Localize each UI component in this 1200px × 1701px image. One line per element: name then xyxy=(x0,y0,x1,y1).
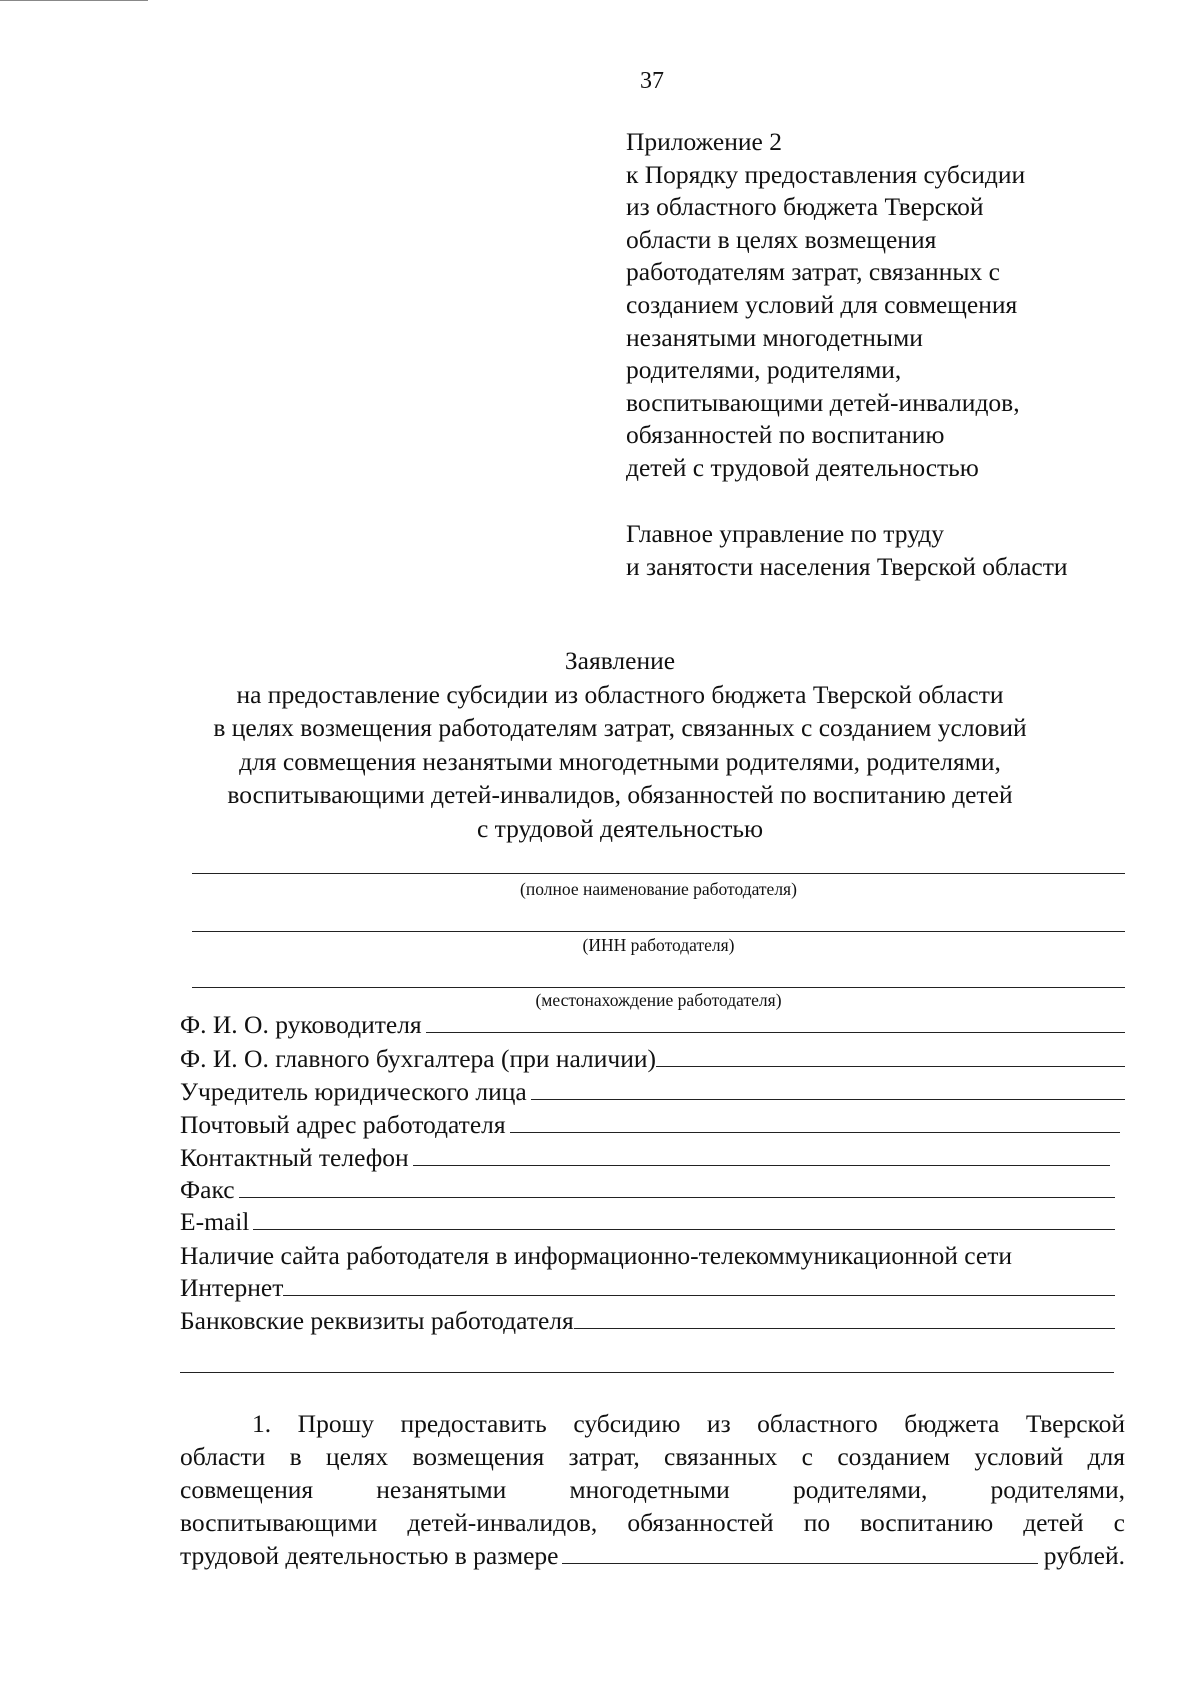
website-row xyxy=(180,1273,1115,1303)
paragraph-1 xyxy=(180,1407,1125,1572)
title-heading: Заявление xyxy=(564,646,676,675)
phone-row xyxy=(180,1143,1110,1173)
fax-field[interactable] xyxy=(239,1177,1115,1198)
bank-label: Банковские реквизиты работодателя xyxy=(180,1306,574,1335)
appendix-line: детей с трудовой деятельностью xyxy=(626,452,979,482)
appendix-line: Приложение 2 xyxy=(626,127,782,156)
website-label: Наличие сайта работодателя в информационно-телекоммуникационной сети xyxy=(180,1241,1012,1270)
postal-field[interactable] xyxy=(510,1112,1120,1133)
phone-field[interactable] xyxy=(413,1145,1110,1166)
bank-field[interactable] xyxy=(574,1308,1115,1329)
appendix-line: воспитывающими детей-инвалидов, xyxy=(626,387,1020,417)
appendix-line: незанятыми многодетными xyxy=(626,322,923,352)
postal-row xyxy=(180,1110,1120,1140)
addressee-line: и занятости населения Тверской области xyxy=(626,552,1068,581)
appendix-line: обязанностей по воспитанию xyxy=(626,420,945,450)
paragraph-line: воспитывающими детей-инвалидов, обязанностей по воспитанию детей с xyxy=(180,1508,1125,1537)
paragraph-line: трудовой деятельностью в размере xyxy=(180,1541,559,1570)
paragraph-line: 1. Прошу предоставить субсидию из областного бюджета Тверской xyxy=(252,1409,1125,1438)
appendix-header xyxy=(626,126,1025,485)
email-field[interactable] xyxy=(253,1209,1115,1230)
application-title xyxy=(150,644,1090,845)
appendix-line: работодателям затрат, связанных с xyxy=(626,257,1000,287)
email-label: E-mail xyxy=(180,1207,250,1236)
fax-row xyxy=(180,1175,1115,1205)
currency-label: рублей. xyxy=(1043,1541,1125,1570)
appendix-line: созданием условий для совмещения xyxy=(626,289,1018,319)
addressee-line: Главное управление по труду xyxy=(626,519,945,548)
inn-field[interactable] xyxy=(192,931,1125,932)
email-row xyxy=(180,1207,1115,1237)
bank-row xyxy=(180,1306,1115,1336)
page-number: 37 xyxy=(640,68,664,94)
title-line: на предоставление субсидии из областного бюджета Тверской области xyxy=(236,679,1004,709)
accountant-label: Ф. И. О. главного бухгалтера (при наличии) xyxy=(180,1044,657,1073)
phone-label: Контактный телефон xyxy=(180,1143,409,1172)
appendix-line: к Порядку предоставления субсидии xyxy=(626,159,1026,189)
title-line: для совмещения незанятыми многодетными родителями, родителями, xyxy=(239,746,1001,776)
appendix-line: из областного бюджета Тверской xyxy=(626,192,984,222)
director-label: Ф. И. О. руководителя xyxy=(180,1010,422,1039)
accountant-row xyxy=(180,1044,1125,1074)
bank-field-continuation[interactable] xyxy=(180,1372,1114,1373)
appendix-line: родителями, родителями, xyxy=(626,355,902,385)
website-field[interactable] xyxy=(283,1275,1115,1296)
full-name-caption: (полное наименование работодателя) xyxy=(520,879,797,899)
amount-field[interactable] xyxy=(562,1543,1037,1564)
appendix-line: области в целях возмещения xyxy=(626,224,937,254)
founder-row xyxy=(180,1077,1125,1107)
location-field[interactable] xyxy=(192,987,1125,988)
paragraph-last-line xyxy=(180,1539,1125,1572)
website-label-end: Интернет xyxy=(180,1273,284,1302)
scan-edge-line xyxy=(0,0,148,1)
paragraph-line: области в целях возмещения затрат, связанных с созданием условий для xyxy=(180,1442,1125,1471)
director-row xyxy=(180,1010,1125,1040)
paragraph-line: совмещения незанятыми многодетными родителями, родителями, xyxy=(180,1475,1125,1504)
fax-label: Факс xyxy=(180,1175,235,1204)
title-line: воспитывающими детей-инвалидов, обязанностей по воспитанию детей xyxy=(227,780,1013,809)
title-line: в целях возмещения работодателям затрат, связанных с созданием условий xyxy=(213,713,1027,742)
director-field[interactable] xyxy=(426,1012,1125,1033)
founder-label: Учредитель юридического лица xyxy=(180,1077,527,1106)
location-caption: (местонахождение работодателя) xyxy=(535,990,782,1010)
title-line: с трудовой деятельностью xyxy=(476,813,764,843)
inn-caption: (ИНН работодателя) xyxy=(582,935,735,955)
full-name-field[interactable] xyxy=(192,873,1125,874)
addressee-block xyxy=(626,517,1068,583)
postal-label: Почтовый адрес работодателя xyxy=(180,1110,506,1139)
accountant-field[interactable] xyxy=(656,1046,1125,1067)
founder-field[interactable] xyxy=(531,1079,1125,1100)
